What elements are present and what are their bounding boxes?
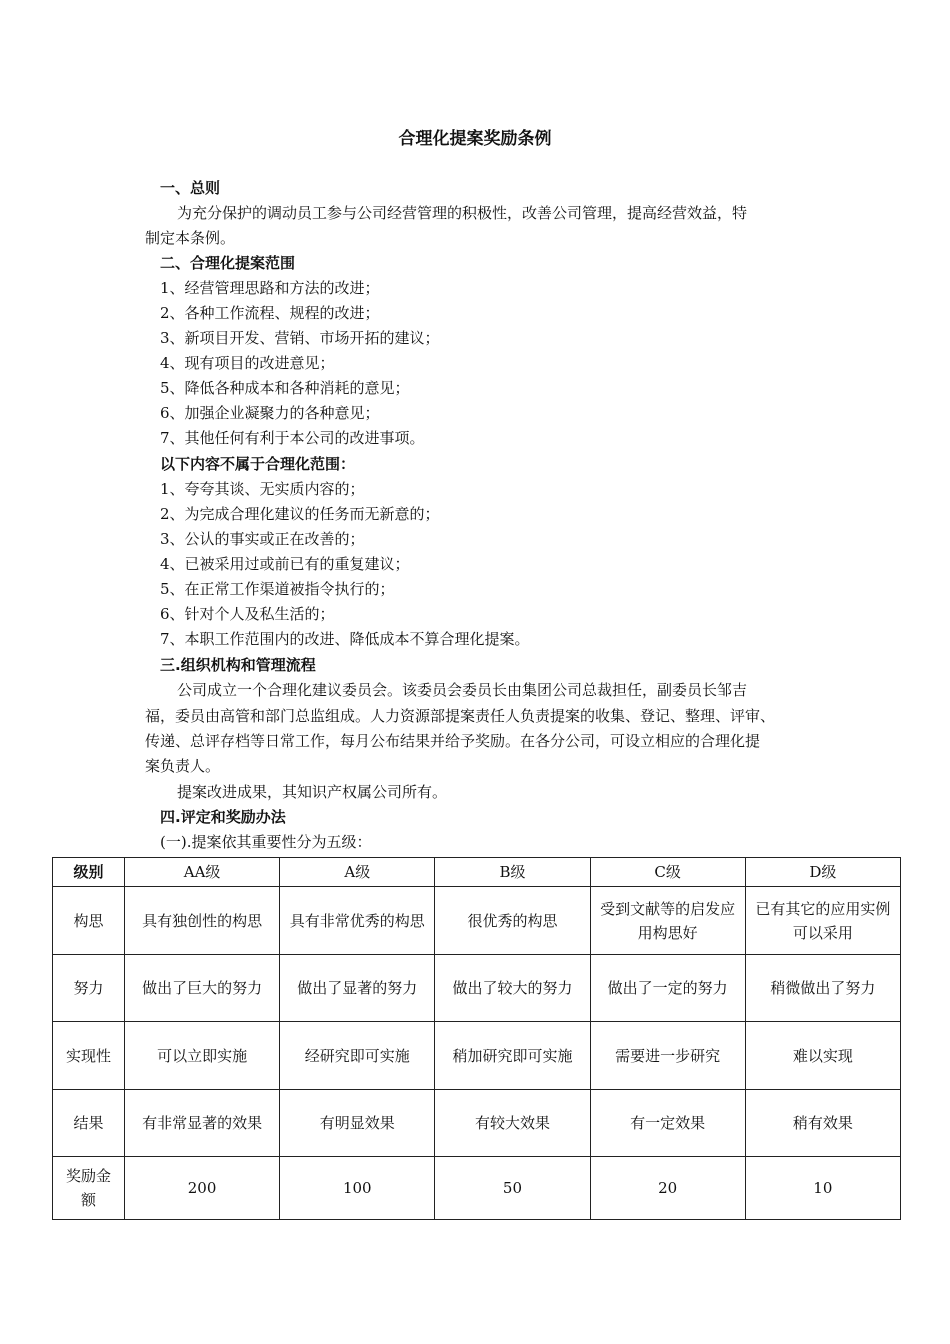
table-header-cell: A级 (280, 858, 435, 887)
table-cell: 做出了一定的努力 (590, 955, 745, 1022)
table-header-cell: B级 (435, 858, 590, 887)
table-cell: 很优秀的构思 (435, 887, 590, 955)
table-cell: 100 (280, 1157, 435, 1220)
table-header-cell: D级 (745, 858, 900, 887)
table-cell: 经研究即可实施 (280, 1022, 435, 1090)
section3-para2: 提案改进成果，其知识产权属公司所有。 (177, 783, 448, 801)
scope-item: 6、加强企业凝聚力的各种意见； (160, 404, 380, 422)
table-cell: 10 (745, 1157, 900, 1220)
table-cell: 具有非常优秀的构思 (280, 887, 435, 955)
document-title: 合理化提案奖励条例 (398, 129, 552, 149)
table-header-cell: AA级 (125, 858, 280, 887)
scope-item: 5、降低各种成本和各种消耗的意见； (160, 379, 410, 397)
table-cell: 20 (590, 1157, 745, 1220)
table-cell: 有非常显著的效果 (125, 1090, 280, 1157)
table-row (53, 1090, 901, 1157)
scope-item: 4、现有项目的改进意见； (160, 354, 335, 372)
table-cell: 有较大效果 (435, 1090, 590, 1157)
section4-heading: 四.评定和奖励办法 (160, 808, 286, 826)
table-cell: 需要进一步研究 (590, 1022, 745, 1090)
table-header-row (53, 858, 901, 887)
table-cell: 做出了较大的努力 (435, 955, 590, 1022)
table-cell: 具有独创性的构思 (125, 887, 280, 955)
table-row-label: 实现性 (53, 1022, 125, 1090)
exclusion-heading: 以下内容不属于合理化范围： (160, 455, 356, 473)
scope-item: 1、经营管理思路和方法的改进； (160, 279, 380, 297)
table-cell: 做出了显著的努力 (280, 955, 435, 1022)
table-cell: 50 (435, 1157, 590, 1220)
table-cell: 稍加研究即可实施 (435, 1022, 590, 1090)
section1-paragraph-line1: 为充分保护的调动员工参与公司经营管理的积极性，改善公司管理，提高经营效益，特 (177, 204, 748, 222)
table-row (53, 1022, 901, 1090)
section1-paragraph-line2: 制定本条例。 (145, 229, 236, 247)
exclusion-item: 2、为完成合理化建议的任务而无新意的； (160, 505, 440, 523)
table-cell: 200 (125, 1157, 280, 1220)
table-cell: 受到文献等的启发应用构思好 (590, 887, 745, 955)
exclusion-item: 7、本职工作范围内的改进、降低成本不算合理化提案。 (160, 630, 530, 648)
table-cell: 稍微做出了努力 (745, 955, 900, 1022)
table-row-label: 努力 (53, 955, 125, 1022)
table-row-label: 奖励金额 (53, 1157, 125, 1220)
section4-subheading: (一).提案依其重要性分为五级： (160, 833, 372, 851)
table-row (53, 887, 901, 955)
table-cell: 有明显效果 (280, 1090, 435, 1157)
exclusion-item: 1、夸夸其谈、无实质内容的； (160, 480, 365, 498)
award-level-table (52, 857, 901, 1220)
section3-para-line: 传递、总评存档等日常工作，每月公布结果并给予奖励。在各分公司，可设立相应的合理化提 (145, 732, 761, 750)
table-header-cell: C级 (590, 858, 745, 887)
exclusion-item: 6、针对个人及私生活的； (160, 605, 335, 623)
table-cell: 可以立即实施 (125, 1022, 280, 1090)
table-header-cell: 级别 (53, 858, 125, 887)
exclusion-item: 4、已被采用过或前已有的重复建议； (160, 555, 410, 573)
table-row-label: 结果 (53, 1090, 125, 1157)
exclusion-item: 3、公认的事实或正在改善的； (160, 530, 365, 548)
section2-heading: 二、合理化提案范围 (160, 254, 296, 272)
table-row (53, 1157, 901, 1220)
section3-heading: 三.组织机构和管理流程 (160, 656, 316, 674)
table-row-label: 构思 (53, 887, 125, 955)
section1-heading: 一、总则 (160, 179, 221, 197)
scope-item: 2、各种工作流程、规程的改进； (160, 304, 380, 322)
exclusion-item: 5、在正常工作渠道被指令执行的； (160, 580, 395, 598)
table-cell: 稍有效果 (745, 1090, 900, 1157)
table-cell: 已有其它的应用实例可以采用 (745, 887, 900, 955)
table-cell: 有一定效果 (590, 1090, 745, 1157)
scope-item: 7、其他任何有利于本公司的改进事项。 (160, 429, 425, 447)
scope-item: 3、新项目开发、营销、市场开拓的建议； (160, 329, 440, 347)
table-cell: 难以实现 (745, 1022, 900, 1090)
table-row (53, 955, 901, 1022)
table-cell: 做出了巨大的努力 (125, 955, 280, 1022)
section3-para-line: 福，委员由高管和部门总监组成。人力资源部提案责任人负责提案的收集、登记、整理、评审、 (145, 707, 776, 725)
section3-para-line: 公司成立一个合理化建议委员会。该委员会委员长由集团公司总裁担任，副委员长邹吉 (177, 681, 748, 699)
section3-para-line: 案负责人。 (145, 757, 221, 775)
